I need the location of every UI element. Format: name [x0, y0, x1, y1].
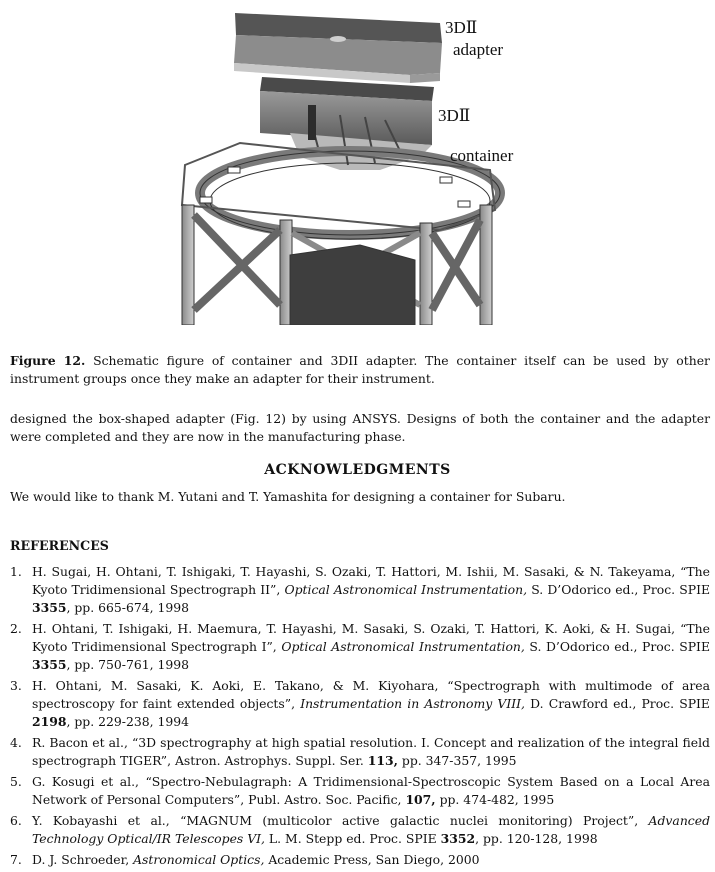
reference-item: 1. H. Sugai, H. Ohtani, T. Ishigaki, T. Hayashi, S. Ozaki, T. Hattori, M. Ishii, M. Sasaki, & N. Takeyama, “The Kyoto Tridimensional Spectrograph II”, Optical Astronomical Instrumentation, S. D’Odorico ed., Proc. SPIE 3355, pp. 665-674, 1998	[10, 564, 711, 615]
container-frame-shape	[182, 143, 500, 325]
reference-item: 6. Y. Kobayashi et al., “MAGNUM (multicolor active galactic nuclei monitoring) Project”, Advanced Technology Optical/IR Telescopes VI, L. M. Stepp ed. Proc. SPIE 3352, pp. 120-128, 1998	[10, 813, 710, 846]
body-paragraph: designed the box-shaped adapter (Fig. 12) by using ANSYS. Designs of both the container and the adapter were completed and they are now in the manufacturing phase.	[10, 411, 710, 444]
container-adapter-schematic	[170, 5, 550, 325]
references-heading: REFERENCES	[10, 538, 109, 553]
reference-item: 5. G. Kosugi et al., “Spectro-Nebulagraph: A Tridimensional-Spectroscopic System Based on a Local Area Network of Personal Computers”, Publ. Astro. Soc. Pacific, 107, pp. 474-482, 1995	[10, 774, 710, 807]
acknowledgments-text: We would like to thank M. Yutani and T. Yamashita for designing a container for Subaru.	[10, 489, 566, 504]
reference-item: 4. R. Bacon et al., “3D spectrography at high spatial resolution. I. Concept and realization of the integral field spectrograph TIGER”, Astron. Astrophys. Suppl. Ser. 113, pp. 347-357, 1995	[10, 735, 710, 768]
caption-label: Figure 12.	[10, 353, 86, 368]
label-instrument: 3DⅡ	[438, 106, 471, 125]
label-adapter-line1: 3DⅡ	[445, 18, 478, 37]
adapter-plate-shape	[234, 13, 442, 83]
caption-text: Schematic figure of container and 3DII adapter. The container itself can be used by other instrument groups once they make an adapter for their instrument.	[10, 353, 710, 386]
acknowledgments-heading: ACKNOWLEDGMENTS	[264, 462, 451, 478]
figure-caption	[10, 352, 710, 388]
references-list	[10, 563, 710, 872]
figure-12-illustration	[170, 5, 550, 325]
reference-item: 3. H. Ohtani, M. Sasaki, K. Aoki, E. Takano, & M. Kiyohara, “Spectrograph with multimode of area spectroscopy for faint extended objects”, Instrumentation in Astronomy VIII, D. Crawford ed., Proc. SPIE 2198, pp. 229-238, 1994	[10, 678, 710, 729]
label-container: container	[450, 146, 514, 165]
label-adapter-line2: adapter	[453, 40, 504, 59]
reference-item: 7. D. J. Schroeder, Astronomical Optics, Academic Press, San Diego, 2000	[10, 852, 480, 867]
reference-item: 2. H. Ohtani, T. Ishigaki, H. Maemura, T. Hayashi, M. Sasaki, S. Ozaki, T. Hattori, K. Aoki, & H. Sugai, “The Kyoto Tridimensional Spectrograph I”, Optical Astronomical Instrumentation, S. D’Odorico ed., Proc. SPIE 3355, pp. 750-761, 1998	[10, 621, 710, 672]
